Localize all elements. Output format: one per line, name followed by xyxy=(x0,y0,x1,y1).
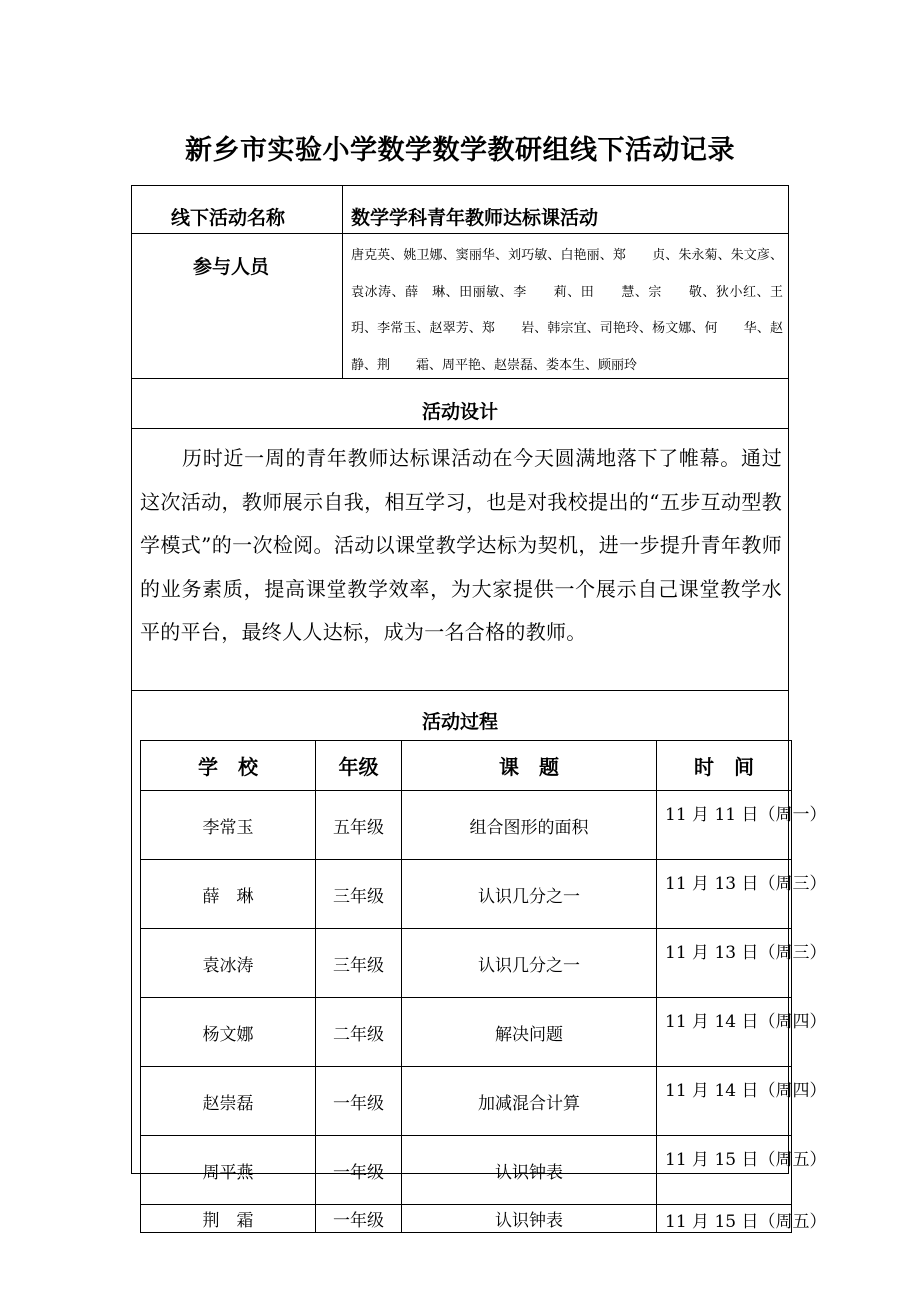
cell-time: 11 月 11 日（周一） xyxy=(657,791,792,860)
cell-topic: 认识钟表 xyxy=(402,1205,657,1233)
design-heading: 活动设计 xyxy=(421,401,498,423)
cell-school: 薛 琳 xyxy=(141,860,316,929)
cell-time: 11 月 13 日（周三） xyxy=(657,929,792,998)
cell-topic: 解决问题 xyxy=(402,998,657,1067)
table-row xyxy=(141,929,792,998)
cell-grade: 五年级 xyxy=(316,791,402,860)
cell-school: 李常玉 xyxy=(141,791,316,860)
participants-list: 唐克英、姚卫娜、窦丽华、刘巧敏、白艳丽、郑 贞、朱永菊、朱文彦、袁冰涛、薛 琳、田丽敏、李 莉、田 慧、宗 敬、狄小红、王玥、李常玉、赵翠芳、郑 岩、韩宗宜、司艳玲、杨文娜、何 华、赵 静、荆 霜、周平艳、赵崇磊、娄本生、顾丽玲 xyxy=(351,248,810,373)
cell-grade: 一年级 xyxy=(316,1136,402,1205)
cell-grade: 三年级 xyxy=(316,860,402,929)
row-divider xyxy=(131,428,789,429)
cell-school: 杨文娜 xyxy=(141,998,316,1067)
cell-topic: 加减混合计算 xyxy=(402,1067,657,1136)
cell-topic: 认识钟表 xyxy=(402,1136,657,1205)
row-divider xyxy=(131,233,789,234)
table-row xyxy=(141,998,792,1067)
cell-time: 11 月 15 日（周五） xyxy=(657,1205,792,1233)
column-divider xyxy=(342,185,343,378)
cell-topic: 组合图形的面积 xyxy=(402,791,657,860)
row-divider xyxy=(131,690,789,691)
cell-time: 11 月 15 日（周五） xyxy=(657,1136,792,1205)
cell-school: 袁冰涛 xyxy=(141,929,316,998)
participants-label: 参与人员 xyxy=(193,256,270,278)
table-row xyxy=(141,1067,792,1136)
cell-time: 11 月 14 日（周四） xyxy=(657,1067,792,1136)
cell-grade: 二年级 xyxy=(316,998,402,1067)
column-header-topic: 课 题 xyxy=(402,741,657,791)
process-heading: 活动过程 xyxy=(421,711,498,733)
table-row xyxy=(141,1136,792,1205)
table-row xyxy=(141,791,792,860)
table-row xyxy=(141,1205,792,1233)
schedule-table xyxy=(140,740,827,1233)
table-row xyxy=(141,860,792,929)
cell-grade: 三年级 xyxy=(316,929,402,998)
cell-school: 荆 霜 xyxy=(141,1205,316,1233)
activity-name-value: 数学学科青年教师达标课活动 xyxy=(351,207,599,229)
column-header-grade: 年级 xyxy=(316,741,402,791)
cell-school: 周平燕 xyxy=(141,1136,316,1205)
table-header-row xyxy=(141,741,792,791)
page-title: 新乡市实验小学数学数学教研组线下活动记录 xyxy=(185,135,735,166)
cell-school: 赵崇磊 xyxy=(141,1067,316,1136)
cell-grade: 一年级 xyxy=(316,1067,402,1136)
activity-name-label: 线下活动名称 xyxy=(171,207,286,229)
design-text: 历时近一周的青年教师达标课活动在今天圆满地落下了帷幕。通过这次活动，教师展示自我，相互学习，也是对我校提出的“五步互动型教学模式”的一次检阅。活动以课堂教学达标为契机，进一步提升青年教师的业务素质，提高课堂教学效率，为大家提供一个展示自己课堂教学水平的平台，最终人人达标，成为一名合格的教师。 xyxy=(140,446,782,645)
cell-grade: 一年级 xyxy=(316,1205,402,1233)
column-header-time: 时 间 xyxy=(657,741,792,791)
column-header-school: 学 校 xyxy=(141,741,316,791)
cell-time: 11 月 14 日（周四） xyxy=(657,998,792,1067)
cell-topic: 认识几分之一 xyxy=(402,929,657,998)
cell-time: 11 月 13 日（周三） xyxy=(657,860,792,929)
cell-topic: 认识几分之一 xyxy=(402,860,657,929)
